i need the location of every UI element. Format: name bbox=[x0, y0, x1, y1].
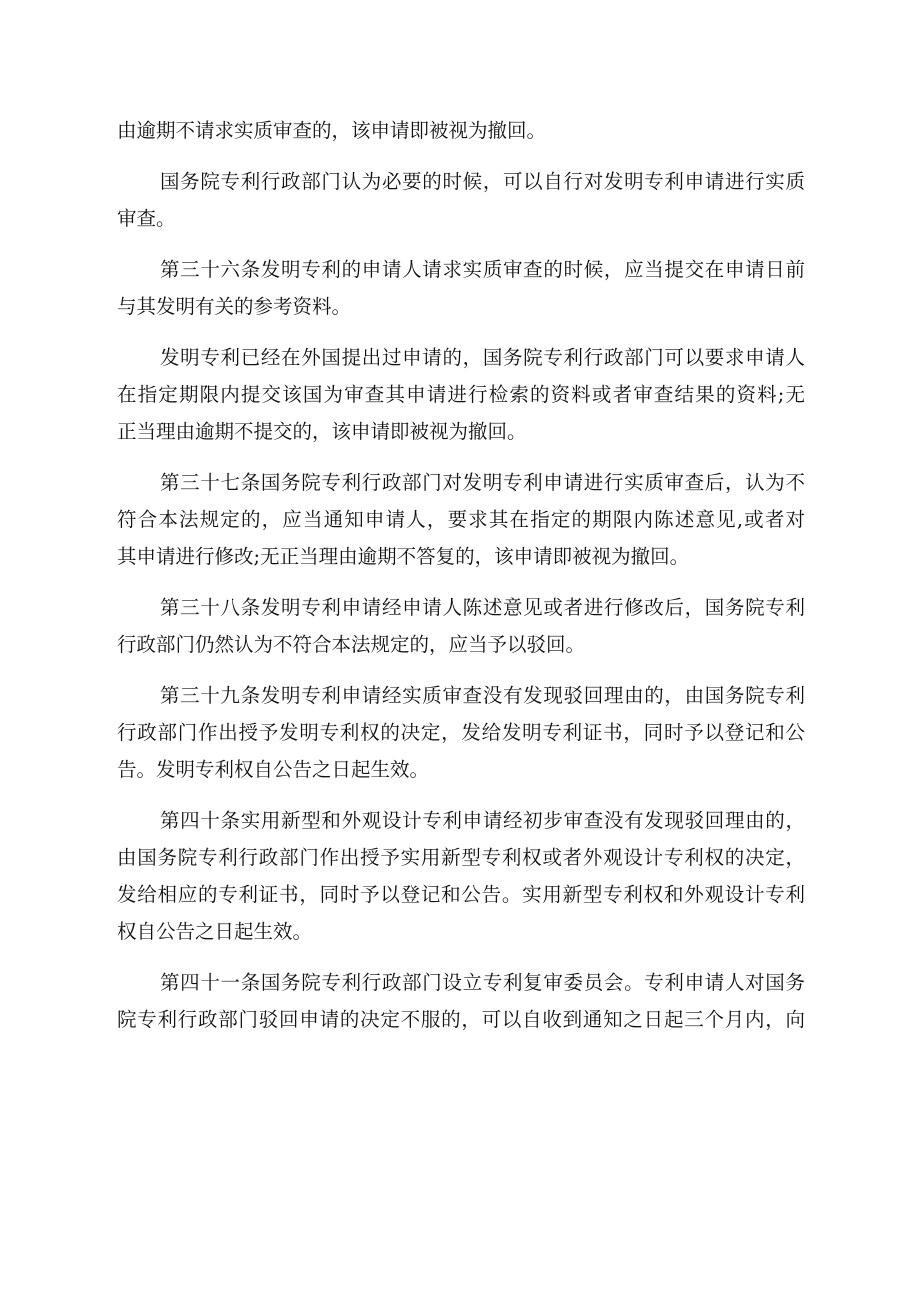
paragraph-gap bbox=[117, 237, 805, 251]
text-line: 正当理由逾期不提交的，该申请即被视为撤回。 bbox=[117, 420, 527, 443]
text-line: 由逾期不请求实质审查的，该申请即被视为撤回。 bbox=[117, 119, 547, 142]
text-line: 行政部门作出授予发明专利权的决定，发给发明专利证书，同时予以登记和公 bbox=[117, 721, 805, 744]
text-line: 发明专利已经在外国提出过申请的，国务院专利行政部门可以要求申请人 bbox=[160, 346, 805, 369]
text-line: 国务院专利行政部门认为必要的时候，可以自行对发明专利申请进行实质 bbox=[160, 170, 805, 193]
text-line: 与其发明有关的参考资料。 bbox=[117, 295, 352, 318]
paragraph-gap bbox=[117, 149, 805, 163]
text-line: 第四十一条国务院专利行政部门设立专利复审委员会。专利申请人对国务 bbox=[160, 971, 805, 994]
paragraph bbox=[117, 339, 805, 450]
paragraph-gap bbox=[117, 663, 805, 677]
text-line: 第三十六条发明专利的申请人请求实质审查的时候，应当提交在申请日前 bbox=[160, 258, 805, 281]
text-line: 告。发明专利权自公告之日起生效。 bbox=[117, 758, 430, 781]
paragraph bbox=[117, 677, 805, 788]
text-line: 审查。 bbox=[117, 207, 176, 230]
text-line: 第三十九条发明专利申请经实质审查没有发现驳回理由的，由国务院专利 bbox=[160, 684, 805, 707]
text-line: 第四十条实用新型和外观设计专利申请经初步审查没有发现驳回理由的， bbox=[160, 809, 805, 832]
text-line: 第三十七条国务院专利行政部门对发明专利申请进行实质审查后，认为不 bbox=[160, 471, 805, 494]
text-line: 第三十八条发明专利申请经申请人陈述意见或者进行修改后，国务院专利 bbox=[160, 596, 805, 619]
text-line: 行政部门仍然认为不符合本法规定的，应当予以驳回。 bbox=[117, 633, 586, 656]
paragraph bbox=[117, 464, 805, 575]
paragraph-gap bbox=[117, 325, 805, 339]
paragraph-gap bbox=[117, 788, 805, 802]
paragraph bbox=[117, 112, 805, 149]
text-line: 符合本法规定的，应当通知申请人，要求其在指定的期限内陈述意见,或者对 bbox=[117, 508, 805, 531]
paragraph bbox=[117, 251, 805, 325]
text-line: 院专利行政部门驳回申请的决定不服的，可以自收到通知之日起三个月内，向 bbox=[117, 1008, 805, 1031]
document-body bbox=[117, 112, 805, 1038]
text-line: 权自公告之日起生效。 bbox=[117, 920, 313, 943]
paragraph bbox=[117, 163, 805, 237]
paragraph-gap bbox=[117, 950, 805, 964]
paragraph bbox=[117, 589, 805, 663]
paragraph bbox=[117, 964, 805, 1038]
text-line: 在指定期限内提交该国为审查其申请进行检索的资料或者审查结果的资料;无 bbox=[117, 383, 805, 406]
paragraph-gap bbox=[117, 450, 805, 464]
paragraph bbox=[117, 802, 805, 950]
text-line: 由国务院专利行政部门作出授予实用新型专利权或者外观设计专利权的决定， bbox=[117, 846, 805, 869]
text-line: 其申请进行修改;无正当理由逾期不答复的，该申请即被视为撤回。 bbox=[117, 545, 690, 568]
text-line: 发给相应的专利证书，同时予以登记和公告。实用新型专利权和外观设计专利 bbox=[117, 883, 805, 906]
paragraph-gap bbox=[117, 575, 805, 589]
